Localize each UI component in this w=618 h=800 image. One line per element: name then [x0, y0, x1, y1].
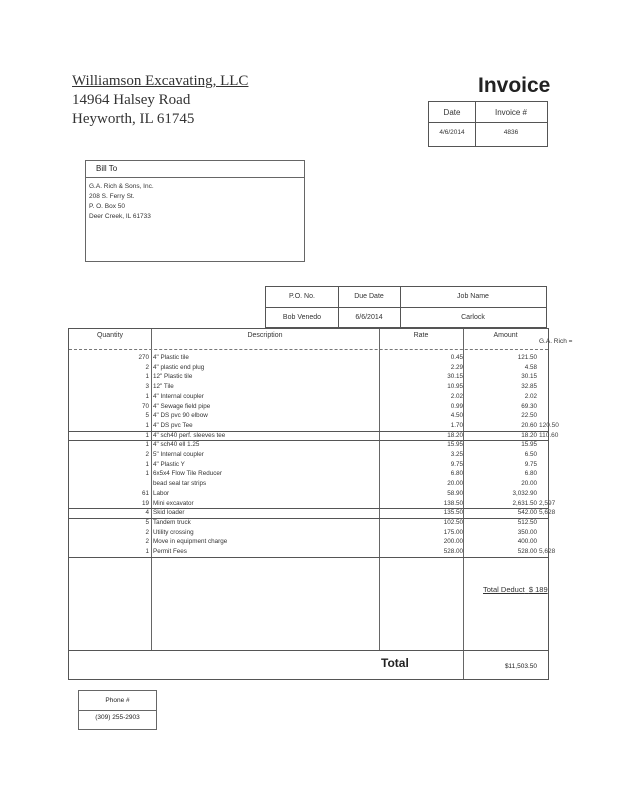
- row-amount: 22.50: [521, 412, 537, 420]
- row-description: Labor: [153, 489, 170, 497]
- row-quantity: 1: [145, 373, 149, 381]
- row-description: Permit Fees: [153, 548, 187, 555]
- row-description: 4" Internal coupler: [153, 392, 204, 400]
- row-amount: 3,032.90: [512, 489, 537, 497]
- company-street: 14964 Halsey Road: [72, 92, 191, 108]
- row-amount: 20.60: [521, 421, 537, 429]
- row-rate: 200.00: [443, 538, 463, 546]
- row-side-note: 120.50: [539, 421, 559, 429]
- row-rate: 58.90: [447, 489, 463, 497]
- invoice-number-label: Invoice #: [494, 108, 528, 117]
- row-rate: 175.00: [443, 528, 463, 536]
- row-rate: 2.29: [450, 363, 463, 371]
- row-amount: 20.00: [521, 480, 537, 488]
- date-value: 4/6/2014: [439, 129, 465, 136]
- row-amount: 15.95: [521, 441, 537, 449]
- row-rate: 3.25: [450, 451, 463, 458]
- table-row: [69, 440, 548, 450]
- bill-to-box: [85, 160, 305, 262]
- bill-to-label: Bill To: [86, 161, 304, 178]
- row-amount: 69.30: [521, 402, 537, 410]
- row-rate: 9.75: [450, 460, 463, 468]
- total-deduct-note: [483, 585, 548, 594]
- job-name-value: Carlock: [461, 314, 485, 321]
- row-amount: 2.02: [524, 392, 537, 400]
- row-description: Skid loader: [153, 509, 185, 517]
- row-side-note: 5,628: [539, 509, 556, 517]
- invoice-number-value: 4836: [503, 129, 519, 136]
- row-rate: 0.99: [450, 402, 463, 410]
- row-description: 4" DS pvc Tee: [153, 421, 193, 429]
- row-rate: 20.00: [447, 480, 463, 488]
- row-description: 4" plastic end plug: [153, 363, 205, 371]
- row-amount: 32.85: [521, 383, 537, 391]
- row-rate: 6.80: [450, 470, 463, 478]
- phone-value: (309) 255-2903: [95, 714, 140, 721]
- table-row: [69, 402, 548, 412]
- row-description: 6x5x4 Flow Tile Reducer: [153, 470, 222, 478]
- table-row: [69, 363, 548, 373]
- bill-to-line: P. O. Box 50: [89, 203, 126, 210]
- company-city: Heyworth, IL 61745: [72, 111, 195, 127]
- row-description: 4" sch40 ell 1.25: [153, 441, 200, 449]
- row-amount: 6.80: [524, 470, 537, 478]
- row-quantity: 270: [138, 354, 149, 361]
- table-row: [69, 353, 548, 363]
- row-amount: 2,631.50: [512, 499, 537, 507]
- po-info-box: [265, 286, 547, 328]
- table-row: [69, 528, 548, 538]
- row-rate: 10.95: [447, 383, 463, 391]
- table-row: [69, 489, 548, 499]
- row-quantity: 2: [145, 538, 149, 546]
- line-items-table: [68, 328, 573, 680]
- row-description: 12" Plastic tile: [153, 373, 193, 381]
- row-amount: 30.15: [521, 373, 537, 381]
- quantity-header: Quantity: [96, 332, 124, 339]
- row-quantity: 1: [145, 548, 149, 555]
- table-row: [69, 460, 548, 470]
- row-rate: 138.50: [443, 499, 463, 507]
- row-quantity: 1: [145, 470, 149, 478]
- phone-label: Phone #: [79, 691, 156, 711]
- row-quantity: 19: [141, 499, 149, 507]
- total-deduct-label: Total Deduct: [483, 585, 525, 594]
- table-row: [69, 450, 548, 460]
- side-note-header: G.A. Rich =: [539, 338, 573, 345]
- row-quantity: 1: [145, 460, 149, 468]
- row-description: bead seal tar strips: [153, 480, 207, 488]
- row-amount: 18.20: [521, 431, 537, 439]
- row-rate: 2.02: [450, 392, 463, 400]
- row-rate: 18.20: [447, 431, 463, 439]
- row-quantity: 2: [145, 363, 149, 371]
- phone-box: [78, 690, 157, 730]
- description-header: Description: [247, 332, 283, 339]
- row-amount: 400.00: [517, 538, 537, 546]
- row-quantity: 61: [141, 489, 149, 497]
- row-description: 4" Plastic tile: [153, 354, 189, 361]
- row-description: 5" Internal coupler: [153, 451, 204, 458]
- date-invoice-box: [428, 101, 548, 147]
- row-amount: 9.75: [524, 460, 537, 468]
- po-number-label: P.O. No.: [289, 293, 315, 300]
- rate-header: Rate: [413, 332, 429, 339]
- row-side-note: 5,628: [539, 548, 556, 555]
- row-description: 4" sch40 perf. sleeves tee: [153, 431, 226, 439]
- company-name: Williamson Excavating, LLC: [72, 73, 249, 89]
- row-quantity: 1: [145, 392, 149, 400]
- bill-to-address: [89, 182, 154, 222]
- table-row: [69, 411, 548, 421]
- total-deduct-value: $ 189: [528, 585, 548, 594]
- invoice-title: Invoice: [478, 74, 551, 97]
- table-row: [69, 518, 548, 528]
- row-quantity: 4: [145, 509, 149, 517]
- row-amount: 121.50: [517, 354, 537, 361]
- bill-to-line: Deer Creek, IL 61733: [89, 213, 151, 220]
- row-quantity: 2: [145, 451, 149, 458]
- table-row: [69, 479, 548, 489]
- due-date-value: 6/6/2014: [355, 314, 383, 321]
- row-quantity: 1: [145, 421, 149, 429]
- row-side-note: 110.60: [539, 431, 559, 439]
- row-rate: 0.45: [450, 354, 463, 361]
- row-description: 4" DS pvc 90 elbow: [153, 412, 208, 420]
- table-row: [69, 469, 548, 479]
- row-rate: 30.15: [447, 373, 463, 381]
- row-amount: 542.00: [517, 509, 537, 517]
- job-name-label: Job Name: [457, 293, 489, 300]
- table-row: [69, 392, 548, 402]
- table-row: [69, 547, 556, 558]
- row-description: Mini excavator: [153, 499, 194, 507]
- row-amount: 6.50: [524, 451, 537, 458]
- po-number-value: Bob Venedo: [282, 314, 322, 321]
- row-rate: 528.00: [443, 548, 463, 555]
- row-quantity: 2: [145, 528, 149, 536]
- bill-to-line: G.A. Rich & Sons, Inc.: [89, 183, 154, 190]
- company-address-block: [72, 72, 248, 129]
- row-quantity: 3: [145, 383, 149, 391]
- row-quantity: 70: [141, 402, 149, 410]
- total-value: $11,503.50: [504, 663, 537, 670]
- row-quantity: 1: [145, 431, 149, 439]
- row-rate: 135.50: [443, 509, 463, 517]
- due-date-label: Due Date: [354, 293, 384, 300]
- table-row: [69, 537, 548, 547]
- row-rate: 15.95: [447, 441, 463, 449]
- row-description: 4" Sewage field pipe: [153, 402, 211, 410]
- row-description: Move in equipment charge: [153, 538, 228, 546]
- row-quantity: 5: [145, 518, 149, 526]
- row-amount: 4.58: [524, 363, 537, 371]
- table-row: [69, 372, 548, 382]
- row-description: 4" Plastic Y: [153, 460, 185, 468]
- row-rate: 102.50: [443, 518, 463, 526]
- row-description: Tandem truck: [153, 518, 191, 526]
- date-label: Date: [443, 108, 461, 117]
- row-amount: 512.50: [517, 518, 537, 526]
- row-rate: 1.70: [450, 421, 463, 429]
- amount-header: Amount: [493, 332, 518, 339]
- row-rate: 4.50: [450, 412, 463, 420]
- row-amount: 350.00: [517, 528, 537, 536]
- total-label: Total: [381, 656, 409, 670]
- bill-to-line: 208 S. Ferry St.: [89, 193, 135, 200]
- table-row: [69, 382, 548, 392]
- row-description: Utility crossing: [153, 528, 194, 536]
- row-amount: 528.00: [517, 548, 537, 555]
- row-description: 12" Tile: [153, 383, 174, 391]
- row-quantity: 5: [145, 412, 149, 420]
- row-side-note: 2,597: [539, 499, 556, 507]
- row-quantity: 1: [145, 441, 149, 449]
